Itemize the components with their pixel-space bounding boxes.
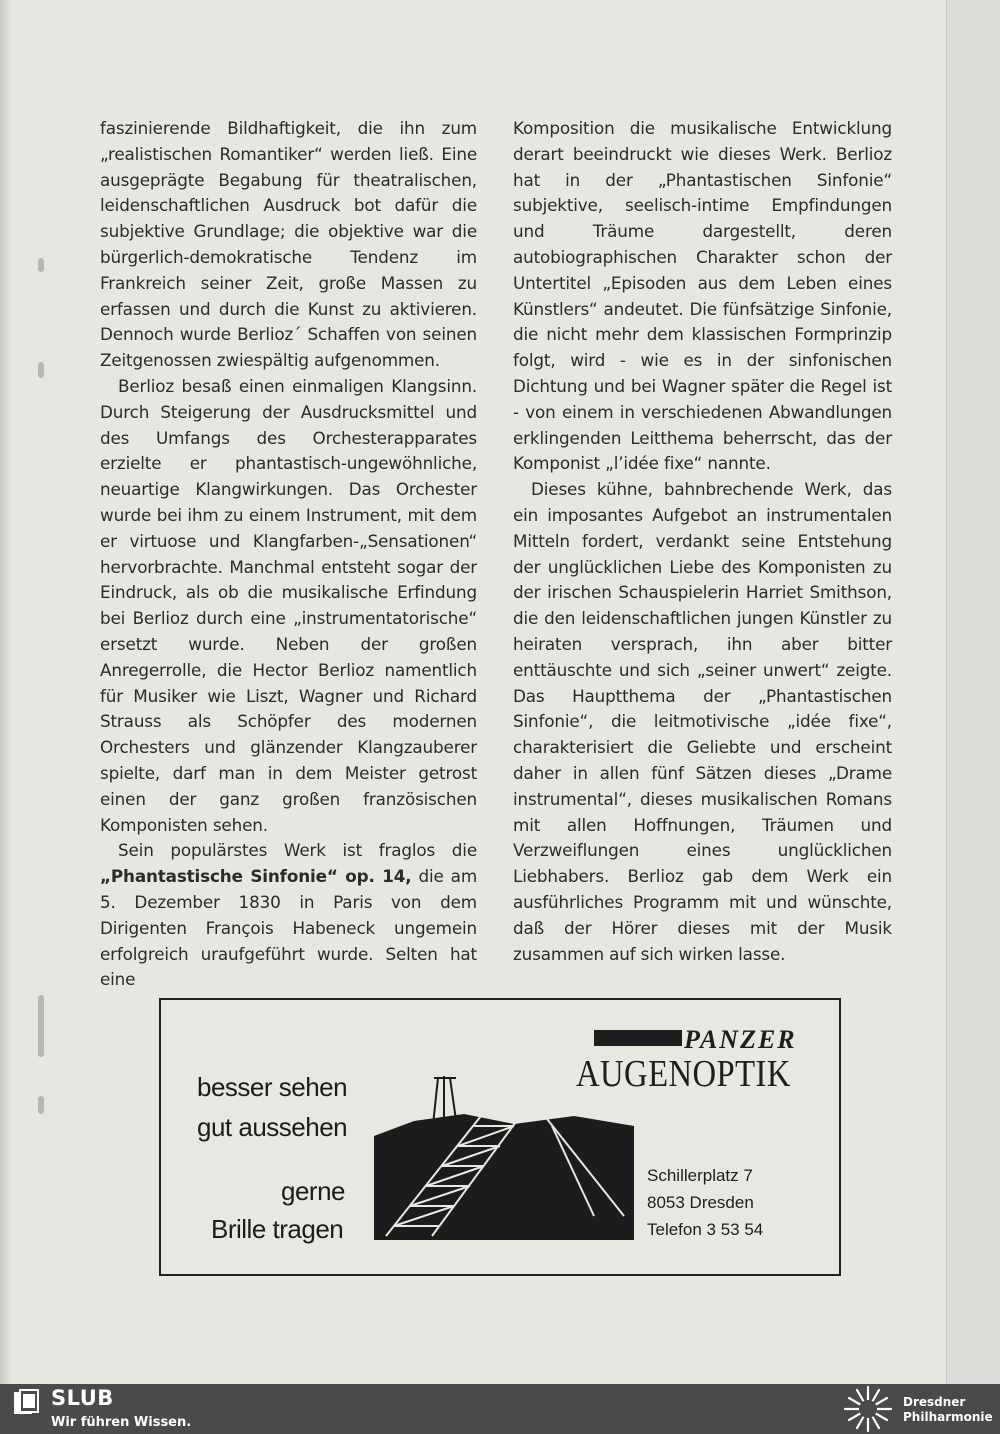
- staple-hole: [38, 362, 44, 378]
- brand-name: PANZER: [684, 1025, 797, 1054]
- next-page-edge: [946, 0, 1000, 1384]
- ad-slogan-line: Brille tragen: [211, 1214, 344, 1244]
- paragraph: Komposition die musikalische Entwicklung derart beeindruckt wie dieses Werk. Berlioz hat in der „Phantastischen Sinfonie“ subjektive, seelisch-intime Empfindungen und Träume dargestellt, deren autobiographischen Charakter schon der Untertitel „Episoden aus dem Leben eines Künstlers“ andeutet. Die fünfsätzige Sinfonie, die nicht mehr dem klassischen Formprinzip folgt, wird - wie es in der sinfonischen Dichtung und bei Wagner später die Regel ist - von einem in verschiedenen Abwandlungen erklingenden Leitthema beherrscht, das der Komponist „l’idée fixe“ nannte.: [513, 118, 892, 474]
- paragraph: faszinierende Bildhaftigkeit, die ihn zum „realistischen Romantiker“ werden ließ. Eine ausgeprägte Begabung für theatralischen, leidenschaftlichen Ausdruck bot dafür die subjektive Grundlage; die objektive war die bürgerlich-demokratische Tendenz im Frankreich seiner Zeit, große Massen zu erfassen und durch die Kunst zu aktivieren. Dennoch wurde Berlioz´ Schaffen von seinen Zeitgenossen zwiespältig aufgenommen.: [100, 118, 477, 371]
- paragraph-text: die am 5. Dezember 1830 in Paris von dem Dirigenten François Habeneck ungemein erfolgreich uraufgeführt wurde. Selten hat eine: [100, 866, 478, 990]
- partner-logo-line[interactable]: Dresdner: [903, 1395, 966, 1409]
- partner-logo-line[interactable]: Philharmonie: [903, 1410, 993, 1424]
- work-title: „Phantastische Sinfonie“ op. 14,: [100, 866, 412, 887]
- optician-logo: [576, 1022, 806, 1094]
- starburst-icon: [842, 1385, 894, 1433]
- article-column-left: [100, 116, 477, 993]
- staple-hole: [38, 258, 44, 272]
- paragraph-text: Sein populärstes Werk ist fraglos die: [118, 840, 477, 861]
- address-phone: Telefon 3 53 54: [647, 1220, 764, 1239]
- article-column-right: [513, 116, 892, 967]
- logo-bar: [594, 1030, 682, 1046]
- library-tagline: Wir führen Wissen.: [51, 1415, 192, 1430]
- brand-subtitle: AUGENOPTIK: [576, 1053, 791, 1095]
- ad-slogan-line: gut aussehen: [197, 1112, 348, 1142]
- footer-bar: [0, 1384, 1000, 1434]
- advertisement-box: [159, 998, 841, 1276]
- paragraph: Berlioz besaß einen einmaligen Klangsinn. Durch Steigerung der Ausdrucksmittel und des Umfangs des Orchesterapparates erzielte er phantastisch-ungewöhnliche, neuartige Klangwirkungen. Das Orchester wurde bei ihm zu einem Instrument, mit dem er virtuose und Klangfarben-„Sensationen“ hervorbrachte. Manchmal entsteht sogar der Eindruck, als ob die musikalische Erfindung bei Berlioz durch eine „instrumentatorische“ ersetzt wurde. Neben der großen Anregerrolle, die Hector Berlioz namentlich für Musiker wie Liszt, Wagner und Richard Strauss als Schöpfer des modernen Orchesters und glänzender Klangzauberer spielte, darf man in dem Meister getrost einen der ganz großen französischen Komponisten sehen.: [100, 375, 477, 835]
- library-logo-title[interactable]: SLUB: [51, 1386, 114, 1410]
- paragraph: Dieses kühne, bahnbrechende Werk, das ein imposantes Aufgebot an instrumentalen Mitteln fordert, verdankt seine Entstehung der unglücklichen Liebe des Komponisten zu der irischen Schauspielerin Harriet Smithson, die den leidenschaftlichen jungen Künstler zu heiraten versprach, ihn aber bitter enttäuschte und sich „seiner unwert“ zeigte. Das Hauptthema der „Phantastischen Sinfonie“, die leitmotivische „idée fixe“, charakterisiert die Geliebte und erscheint daher in allen fünf Sätzen dieses „Drame instrumental“, dieses musikalischen Romans mit allen Hoffnungen, Träumen und Verzweiflungen eines unglücklichen Liebhabers. Berlioz gab dem Werk ein ausführliches Programm mit und wünschte, daß der Hörer dieses mit der Musik zusammen auf sich wirken lasse.: [513, 479, 892, 964]
- paragraph: [100, 838, 477, 993]
- staple: [38, 995, 44, 1057]
- book-icon: [12, 1388, 40, 1416]
- spine-shadow: [0, 0, 12, 1384]
- ad-slogan-line: gerne: [281, 1176, 345, 1206]
- ad-slogan-line: besser sehen: [197, 1072, 348, 1102]
- staple-hole: [38, 1096, 44, 1114]
- address-street: Schillerplatz 7: [647, 1166, 753, 1185]
- address-city: 8053 Dresden: [647, 1193, 754, 1212]
